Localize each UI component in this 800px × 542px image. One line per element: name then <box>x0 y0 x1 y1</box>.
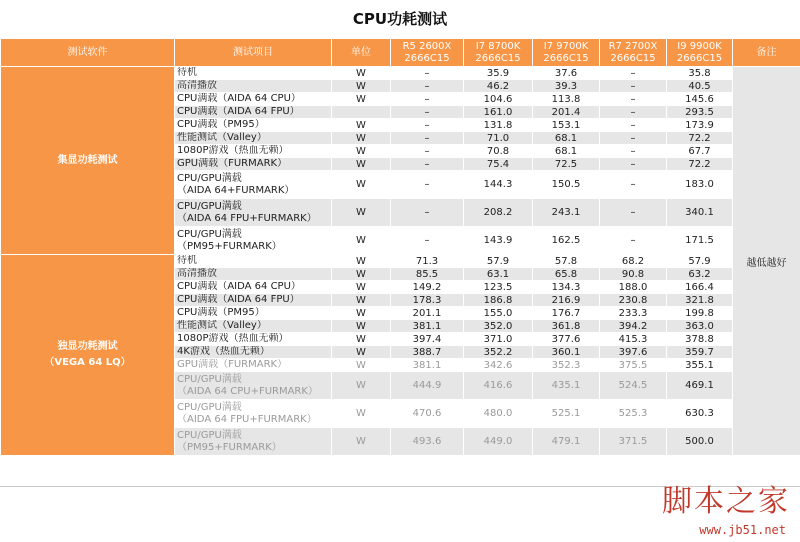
unit-cell: W <box>332 372 391 400</box>
test-item: CPU/GPU满载 （PM95+FURMARK） <box>175 227 332 255</box>
unit-cell: W <box>332 294 391 307</box>
value-cell: 480.0 <box>464 400 533 428</box>
value-cell: 352.2 <box>464 346 533 359</box>
value-cell: – <box>600 227 667 255</box>
value-cell: – <box>600 158 667 171</box>
value-cell: 397.4 <box>391 333 464 346</box>
value-cell: 40.5 <box>667 80 733 93</box>
table-header-row <box>1 39 800 67</box>
value-cell: 293.5 <box>667 106 733 119</box>
column-header: 测试项目 <box>175 39 332 67</box>
table-row <box>1 67 800 80</box>
test-item: 性能测试（Valley） <box>175 132 332 145</box>
unit-cell: W <box>332 400 391 428</box>
value-cell: 63.1 <box>464 268 533 281</box>
value-cell: 57.9 <box>464 255 533 268</box>
value-cell: 75.4 <box>464 158 533 171</box>
value-cell: 201.4 <box>533 106 600 119</box>
value-cell: 37.6 <box>533 67 600 80</box>
test-item: 待机 <box>175 67 332 80</box>
unit-cell: W <box>332 93 391 106</box>
value-cell: 630.3 <box>667 400 733 428</box>
test-item: CPU/GPU满载 （AIDA 64 FPU+FURMARK） <box>175 400 332 428</box>
value-cell: – <box>391 67 464 80</box>
value-cell: 216.9 <box>533 294 600 307</box>
value-cell: – <box>391 227 464 255</box>
unit-cell: W <box>332 307 391 320</box>
value-cell: 68.1 <box>533 145 600 158</box>
value-cell: 72.2 <box>667 158 733 171</box>
value-cell: – <box>391 80 464 93</box>
value-cell: 230.8 <box>600 294 667 307</box>
column-header: I9 9900K 2666C15 <box>667 39 733 67</box>
test-item: 1080P游戏（热血无赖） <box>175 333 332 346</box>
value-cell: 68.2 <box>600 255 667 268</box>
value-cell: 166.4 <box>667 281 733 294</box>
value-cell: 394.2 <box>600 320 667 333</box>
value-cell: 131.8 <box>464 119 533 132</box>
unit-cell: W <box>332 333 391 346</box>
value-cell: 435.1 <box>533 372 600 400</box>
value-cell: 525.1 <box>533 400 600 428</box>
value-cell: 470.6 <box>391 400 464 428</box>
value-cell: – <box>600 145 667 158</box>
column-header: 备注 <box>733 39 800 67</box>
unit-cell: W <box>332 428 391 456</box>
value-cell: 90.8 <box>600 268 667 281</box>
unit-cell: W <box>332 255 391 268</box>
value-cell: 71.3 <box>391 255 464 268</box>
value-cell: 352.0 <box>464 320 533 333</box>
table-body <box>1 67 800 456</box>
value-cell: 444.9 <box>391 372 464 400</box>
value-cell: 381.1 <box>391 359 464 372</box>
value-cell: – <box>391 199 464 227</box>
value-cell: 233.3 <box>600 307 667 320</box>
value-cell: 377.6 <box>533 333 600 346</box>
value-cell: 388.7 <box>391 346 464 359</box>
value-cell: 104.6 <box>464 93 533 106</box>
value-cell: 57.8 <box>533 255 600 268</box>
value-cell: 416.6 <box>464 372 533 400</box>
value-cell: 188.0 <box>600 281 667 294</box>
value-cell: 162.5 <box>533 227 600 255</box>
test-item: CPU/GPU满载 （PM95+FURMARK） <box>175 428 332 456</box>
value-cell: 85.5 <box>391 268 464 281</box>
value-cell: – <box>600 67 667 80</box>
value-cell: – <box>391 132 464 145</box>
test-item: GPU满载（FURMARK） <box>175 158 332 171</box>
value-cell: 415.3 <box>600 333 667 346</box>
test-item: CPU/GPU满载 （AIDA 64 FPU+FURMARK） <box>175 199 332 227</box>
unit-cell: W <box>332 119 391 132</box>
test-item: CPU满载（AIDA 64 CPU） <box>175 281 332 294</box>
value-cell: 186.8 <box>464 294 533 307</box>
test-item: CPU/GPU满载 （AIDA 64 CPU+FURMARK） <box>175 372 332 400</box>
unit-cell: W <box>332 281 391 294</box>
value-cell: 340.1 <box>667 199 733 227</box>
value-cell: 143.9 <box>464 227 533 255</box>
section-label: 集显功耗测试 <box>1 67 175 255</box>
value-cell: 321.8 <box>667 294 733 307</box>
table-row <box>1 255 800 268</box>
value-cell: 375.5 <box>600 359 667 372</box>
unit-cell: W <box>332 145 391 158</box>
value-cell: – <box>391 158 464 171</box>
value-cell: 46.2 <box>464 80 533 93</box>
value-cell: 171.5 <box>667 227 733 255</box>
unit-cell: W <box>332 80 391 93</box>
value-cell: 72.5 <box>533 158 600 171</box>
test-item: 高清播放 <box>175 80 332 93</box>
value-cell: 355.1 <box>667 359 733 372</box>
test-item: CPU满载（PM95） <box>175 307 332 320</box>
value-cell: 201.1 <box>391 307 464 320</box>
test-item: CPU满载（AIDA 64 FPU） <box>175 106 332 119</box>
value-cell: – <box>600 80 667 93</box>
value-cell: – <box>600 171 667 199</box>
value-cell: 70.8 <box>464 145 533 158</box>
value-cell: 183.0 <box>667 171 733 199</box>
value-cell: 371.5 <box>600 428 667 456</box>
test-item: CPU满载（AIDA 64 FPU） <box>175 294 332 307</box>
value-cell: 71.0 <box>464 132 533 145</box>
value-cell: 149.2 <box>391 281 464 294</box>
value-cell: 134.3 <box>533 281 600 294</box>
value-cell: 525.3 <box>600 400 667 428</box>
page-title: CPU功耗测试 <box>352 10 448 28</box>
value-cell: 178.3 <box>391 294 464 307</box>
value-cell: 361.8 <box>533 320 600 333</box>
value-cell: 144.3 <box>464 171 533 199</box>
value-cell: 35.8 <box>667 67 733 80</box>
unit-cell: W <box>332 227 391 255</box>
value-cell: 63.2 <box>667 268 733 281</box>
value-cell: 145.6 <box>667 93 733 106</box>
value-cell: 469.1 <box>667 372 733 400</box>
value-cell: 199.8 <box>667 307 733 320</box>
unit-cell: W <box>332 158 391 171</box>
column-header: I7 9700K 2666C15 <box>533 39 600 67</box>
value-cell: 378.8 <box>667 333 733 346</box>
value-cell: 479.1 <box>533 428 600 456</box>
value-cell: – <box>600 199 667 227</box>
test-item: 1080P游戏（热血无赖） <box>175 145 332 158</box>
value-cell: – <box>391 119 464 132</box>
unit-cell: W <box>332 67 391 80</box>
value-cell: 35.9 <box>464 67 533 80</box>
unit-cell: W <box>332 268 391 281</box>
value-cell: 113.8 <box>533 93 600 106</box>
section-label: 独显功耗测试 （VEGA 64 LQ） <box>1 255 175 456</box>
test-item: CPU满载（AIDA 64 CPU） <box>175 93 332 106</box>
value-cell: – <box>600 93 667 106</box>
value-cell: 360.1 <box>533 346 600 359</box>
unit-cell: W <box>332 132 391 145</box>
note-cell: 越低越好 <box>733 67 800 456</box>
value-cell: – <box>600 132 667 145</box>
unit-cell: W <box>332 171 391 199</box>
value-cell: – <box>600 106 667 119</box>
value-cell: 363.0 <box>667 320 733 333</box>
watermark-logo: 脚本之家 <box>662 484 790 519</box>
watermark-url: www.jb51.net <box>699 523 786 537</box>
value-cell: 449.0 <box>464 428 533 456</box>
value-cell: 371.0 <box>464 333 533 346</box>
value-cell: 161.0 <box>464 106 533 119</box>
test-item: 性能测试（Valley） <box>175 320 332 333</box>
value-cell: 524.5 <box>600 372 667 400</box>
value-cell: – <box>391 145 464 158</box>
power-table <box>0 38 800 456</box>
value-cell: – <box>391 106 464 119</box>
value-cell: 352.3 <box>533 359 600 372</box>
value-cell: 123.5 <box>464 281 533 294</box>
value-cell: 68.1 <box>533 132 600 145</box>
column-header: R5 2600X 2666C15 <box>391 39 464 67</box>
unit-cell: W <box>332 320 391 333</box>
value-cell: 381.1 <box>391 320 464 333</box>
column-header: R7 2700X 2666C15 <box>600 39 667 67</box>
value-cell: 57.9 <box>667 255 733 268</box>
value-cell: 500.0 <box>667 428 733 456</box>
unit-cell: W <box>332 199 391 227</box>
unit-cell <box>332 106 391 119</box>
value-cell: 397.6 <box>600 346 667 359</box>
value-cell: 208.2 <box>464 199 533 227</box>
value-cell: 153.1 <box>533 119 600 132</box>
value-cell: 342.6 <box>464 359 533 372</box>
value-cell: – <box>600 119 667 132</box>
unit-cell: W <box>332 359 391 372</box>
value-cell: 150.5 <box>533 171 600 199</box>
value-cell: 65.8 <box>533 268 600 281</box>
value-cell: 39.3 <box>533 80 600 93</box>
column-header: 测试软件 <box>1 39 175 67</box>
column-header: 单位 <box>332 39 391 67</box>
column-header: I7 8700K 2666C15 <box>464 39 533 67</box>
test-item: 待机 <box>175 255 332 268</box>
value-cell: 176.7 <box>533 307 600 320</box>
value-cell: 243.1 <box>533 199 600 227</box>
test-item: 高清播放 <box>175 268 332 281</box>
test-item: CPU/GPU满载 （AIDA 64+FURMARK） <box>175 171 332 199</box>
value-cell: 155.0 <box>464 307 533 320</box>
value-cell: 493.6 <box>391 428 464 456</box>
test-item: CPU满载（PM95） <box>175 119 332 132</box>
value-cell: 67.7 <box>667 145 733 158</box>
unit-cell: W <box>332 346 391 359</box>
value-cell: 173.9 <box>667 119 733 132</box>
value-cell: 72.2 <box>667 132 733 145</box>
test-item: GPU满载（FURMARK） <box>175 359 332 372</box>
value-cell: – <box>391 171 464 199</box>
value-cell: 359.7 <box>667 346 733 359</box>
test-item: 4K游戏（热血无赖） <box>175 346 332 359</box>
value-cell: – <box>391 93 464 106</box>
